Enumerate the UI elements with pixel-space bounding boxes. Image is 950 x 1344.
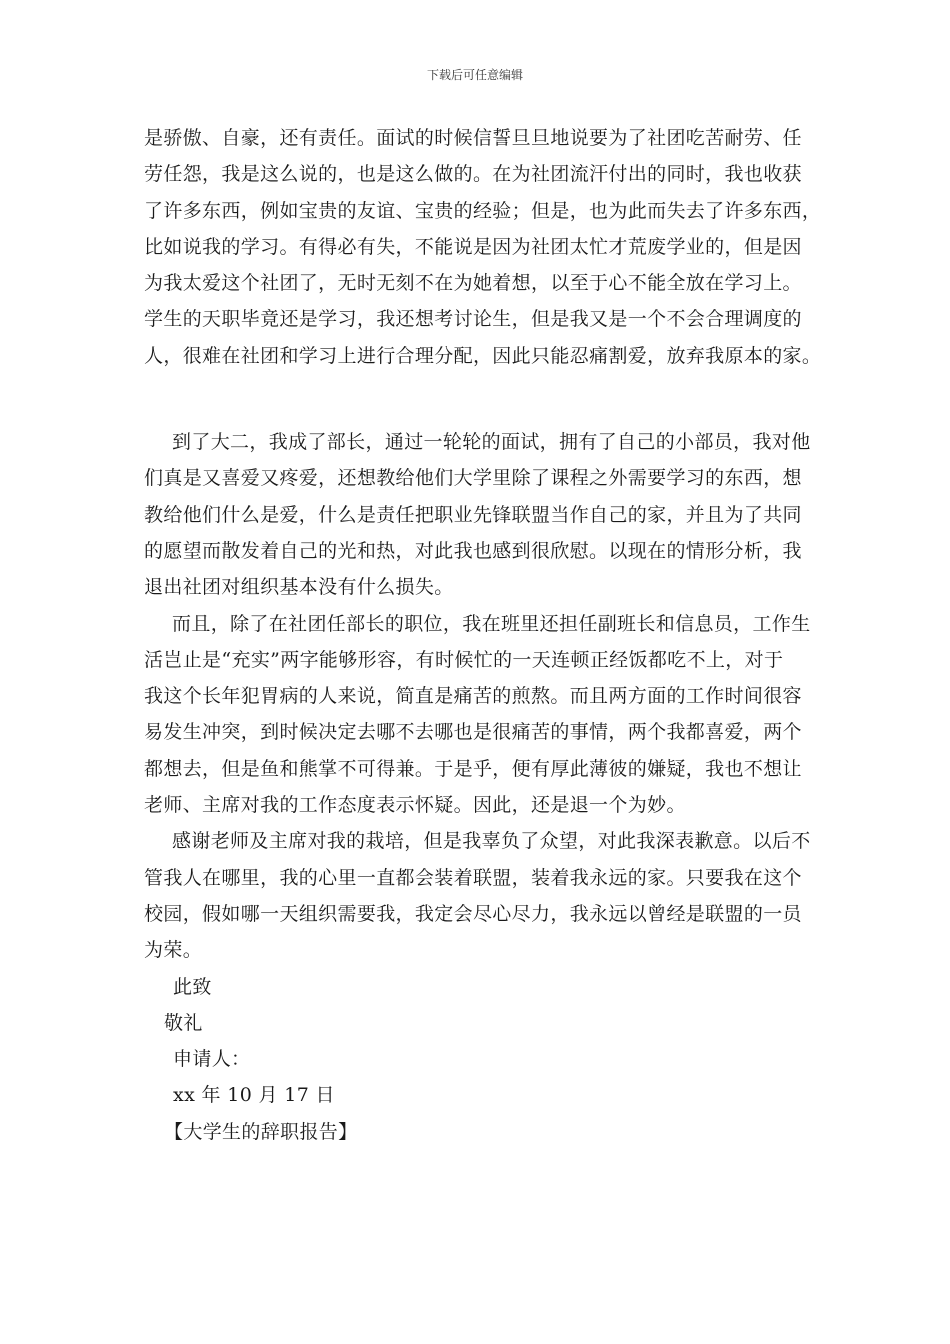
text-line: 学生的天职毕竟还是学习，我还想考讨论生，但是我又是一个不会合理调度的 bbox=[144, 308, 802, 331]
document-title: 【大学生的辞职报告】 bbox=[164, 1120, 358, 1143]
text-line: 劳任怨，我是这么说的，也是这么做的。在为社团流汗付出的同时，我也收获 bbox=[144, 163, 802, 186]
closing bbox=[144, 969, 824, 1150]
paragraph bbox=[144, 823, 824, 968]
text-line: 校园，假如哪一天组织需要我，我定会尽心尽力，我永远以曾经是联盟的一员 bbox=[144, 902, 802, 925]
text-line: 到了大二，我成了部长，通过一轮轮的面试，拥有了自己的小部员，我对他 bbox=[172, 431, 811, 454]
text-line: 教给他们什么是爱，什么是责任把职业先锋联盟当作自己的家，并且为了共同 bbox=[144, 503, 802, 526]
text-line: 易发生冲突，到时候决定去哪不去哪也是很痛苦的事情，两个我都喜爱，两个 bbox=[144, 721, 802, 744]
paragraph bbox=[144, 606, 824, 824]
salutation-line: 敬礼 bbox=[164, 1011, 203, 1034]
text-line: 老师、主席对我的工作态度表示怀疑。因此，还是退一个为妙。 bbox=[144, 794, 686, 817]
document-body bbox=[144, 120, 824, 1150]
text-line: 为荣。 bbox=[144, 939, 203, 962]
text-line: 都想去，但是鱼和熊掌不可得兼。于是乎，便有厚此薄彼的嫌疑，我也不想让 bbox=[144, 757, 802, 780]
paragraph bbox=[144, 424, 824, 605]
salutation-line: 此致 bbox=[173, 975, 212, 998]
text-line: 感谢老师及主席对我的栽培，但是我辜负了众望，对此我深表歉意。以后不 bbox=[172, 830, 811, 853]
date-line: xx 年 10 月 17 日 bbox=[173, 1084, 335, 1107]
text-line: 们真是又喜爱又疼爱，还想教给他们大学里除了课程之外需要学习的东西，想 bbox=[144, 467, 802, 490]
text-line: 的愿望而散发着自己的光和热，对此我也感到很欣慰。以现在的情形分析，我 bbox=[144, 539, 802, 562]
text-line: 是骄傲、自豪，还有责任。面试的时候信誓旦旦地说要为了社团吃苦耐劳、任 bbox=[144, 127, 802, 149]
text-line: 而且，除了在社团任部长的职位，我在班里还担任副班长和信息员，工作生 bbox=[172, 612, 811, 635]
applicant-line: 申请人： bbox=[173, 1048, 251, 1071]
text-line: 人，很难在社团和学习上进行合理分配，因此只能忍痛割爱，放弃我原本的家。 bbox=[144, 344, 822, 367]
text-line: 活岂止是“充实”两字能够形容，有时候忙的一天连顿正经饭都吃不上，对于 bbox=[144, 648, 784, 671]
header-note: 下载后可任意编辑 bbox=[426, 68, 523, 82]
paragraph bbox=[144, 120, 824, 374]
text-line: 比如说我的学习。有得必有失，不能说是因为社团太忙才荒废学业的，但是因 bbox=[144, 235, 802, 258]
text-line: 管我人在哪里，我的心里一直都会装着联盟，装着我永远的家。只要我在这个 bbox=[144, 866, 802, 889]
text-line: 了许多东西，例如宝贵的友谊、宝贵的经验；但是，也为此而失去了许多东西， bbox=[144, 199, 822, 222]
text-line: 为我太爱这个社团了，无时无刻不在为她着想，以至于心不能全放在学习上。 bbox=[144, 272, 802, 295]
text-line: 退出社团对组织基本没有什么损失。 bbox=[144, 576, 454, 599]
text-line: 我这个长年犯胃病的人来说，简直是痛苦的煎熬。而且两方面的工作时间很容 bbox=[144, 685, 802, 708]
paragraph-gap bbox=[144, 374, 824, 424]
